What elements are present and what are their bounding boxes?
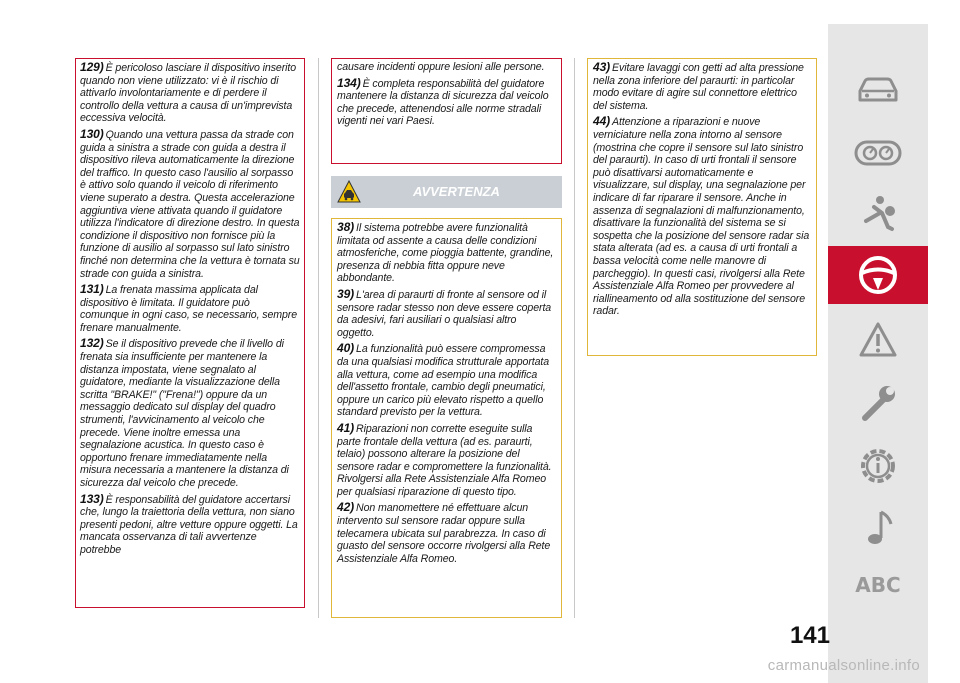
note-number: 44)	[593, 114, 611, 129]
note-text: È pericoloso lasciare il dispositivo inserito quando non viene utilizzato: vi è il rischio di attivarlo involontariamente e di perdere il controllo della vettura a causa di un'imprevista eccessiva velocità.	[80, 62, 297, 125]
warning-header	[331, 176, 562, 208]
column-divider	[318, 58, 319, 618]
note-number: 38)	[337, 220, 355, 234]
note-number: 40)	[337, 341, 355, 356]
note-text: Evitare lavaggi con getti ad alta pressione nella zona inferiore del paraurti: in particolar modo evitare di agire sul connettore elettrico del sistema.	[593, 62, 804, 112]
column-divider	[574, 58, 575, 618]
page-number: 141	[789, 622, 830, 649]
note-text: Il sistema potrebbe avere funzionalità limitata od assente a causa delle condizioni atmosferiche, come pioggia battente, grandine, presenza di nebbia fitta oppure neve abbondante.	[337, 222, 554, 285]
note-number: 41)	[337, 420, 355, 435]
music-note-icon[interactable]	[828, 499, 928, 557]
car-icon[interactable]	[828, 61, 928, 119]
note-paragraph	[593, 61, 811, 112]
warning-triangle-icon[interactable]	[828, 311, 928, 369]
chapter-sidebar	[828, 24, 928, 683]
note-text: Non manomettere né effettuare alcun intervento sul sensore radar oppure sulla telecamera ubicata sul parabrezza. In caso di guasto del sensore occorre rivolgersi alla Rete Assistenziale Alfa Romeo.	[337, 502, 551, 565]
note-paragraph	[337, 288, 556, 339]
note-number: 130)	[80, 126, 104, 141]
note-paragraph	[80, 128, 300, 280]
note-paragraph	[337, 77, 556, 128]
note-paragraph	[337, 221, 556, 285]
warnings-column-2	[331, 218, 562, 618]
note-text: Quando una vettura passa da strade con guida a sinistra a strade con guida a destra il dispositivo rileva automaticamente la direzione del traffico. In questo caso l'ausilio al sorpasso è attivo solo quando il veicolo di riferimento viene superato a destra. Questa accelerazione aggiuntiva viene attivata quando il guidatore utilizza l'indicatore di direzione destro. In questa condizione il dispositivo non fornisce più la funzione di ausilio al sorpasso sul lato sinistro finché non determina che la vettura è tornata su strade con guida a sinistra.	[80, 128, 300, 280]
watermark: carmanualsonline.info	[767, 657, 920, 674]
note-number: 134)	[337, 75, 361, 90]
warnings-column-3	[587, 58, 817, 356]
notes-column-2-continued	[331, 58, 562, 164]
note-text: È completa responsabilità del guidatore mantenere la distanza di sicurezza dal veicolo che precede, attenendosi alle norme stradali vigenti nei vari Paesi.	[337, 77, 549, 128]
note-number: 133)	[80, 491, 104, 506]
note-number: 129)	[80, 60, 104, 74]
note-paragraph	[80, 493, 300, 557]
note-paragraph	[80, 337, 300, 489]
note-number: 131)	[80, 282, 104, 297]
note-number: 42)	[337, 500, 355, 515]
note-paragraph	[337, 501, 556, 565]
note-text: Riparazioni non corrette eseguite sulla parte frontale della vettura (ad es. paraurti, telaio) possono alterare la posizione del sensore radar e compromettere la funzionalità. Rivolgersi alla Rete Assistenziale Alfa Romeo per qualsiasi riparazione di questo tipo.	[337, 422, 552, 498]
dashboard-gauges-icon[interactable]	[828, 124, 928, 182]
warning-title: AVVERTENZA	[413, 184, 500, 199]
note-paragraph	[337, 61, 556, 74]
note-paragraph	[337, 422, 556, 499]
note-paragraph	[80, 283, 300, 334]
note-text: causare incidenti oppure lesioni alle persone.	[337, 61, 545, 73]
note-text: La funzionalità può essere compromessa da una qualsiasi modifica strutturale apportata alla vettura, come ad esempio una modifica dell'assetto frontale, cambio degli pneumatici, oppure un carico più elevato rispetto a quello standard previsto per la vettura.	[337, 343, 550, 419]
note-text: È responsabilità del guidatore accertarsi che, lungo la traiettoria della vettura, non siano presenti pedoni, altre vetture oppure oggetti. La mancata osservanza di tali avvertenze potrebbe	[80, 493, 298, 556]
notes-column-1	[75, 58, 305, 608]
steering-wheel-icon[interactable]	[828, 246, 928, 304]
gear-info-icon[interactable]	[828, 437, 928, 495]
note-text: La frenata massima applicata dal dispositivo è limitata. Il guidatore può comunque in ogni caso, se necessario, sempre frenare manualmente.	[80, 284, 298, 334]
note-text: Attenzione a riparazioni e nuove verniciature nella zona intorno al sensore (mostrina che copre il sensore sul lato sinistro del paraurti). In caso di urti frontali il sensore può disattivarsi automaticamente e visualizzare, sul display, una segnalazione per indicare di far riparare il sensore. Anche in assenza di segnalazioni di malfunzionamento, disattivare la funzionalità del sistema se si sospetta che la posizione del sensore radar sia stata alterata (ad es. a causa di urti frontali a bassa velocità come nelle manovre di parcheggio). In questi casi, rivolgersi alla Rete Assistenziale Alfa Romeo per provvedere al riallineamento od alla sostituzione del sensore radar.	[593, 116, 810, 318]
note-number: 132)	[80, 336, 104, 351]
note-paragraph	[337, 342, 556, 419]
airbag-seat-icon[interactable]	[828, 184, 928, 242]
note-number: 39)	[337, 286, 355, 301]
note-paragraph	[80, 61, 300, 125]
note-text: L'area di paraurti di fronte al sensore od il sensore radar stesso non deve essere coperta da adesivi, fari ausiliari o qualsiasi altro oggetto.	[337, 288, 552, 339]
note-paragraph	[593, 115, 811, 318]
wrench-icon[interactable]	[828, 374, 928, 432]
note-number: 43)	[593, 60, 611, 74]
note-text: Se il dispositivo prevede che il livello di frenata sia insufficiente per mantenere la distanza impostata, viene segnalato al guidatore, mediante la visualizzazione della scritta "BRAKE!" ("Frena!") oppure da un messaggio dedicato sul display del quadro strumenti, l'avvicinamento al veicolo che precede. Viene inoltre emessa una segnalazione acustica. In questo caso è opportuno frenare immediatamente nella misura necessaria a mantenere la distanza di sicurezza dal veicolo che precede.	[80, 338, 289, 489]
abc-index-label[interactable]: ABC	[855, 573, 901, 597]
